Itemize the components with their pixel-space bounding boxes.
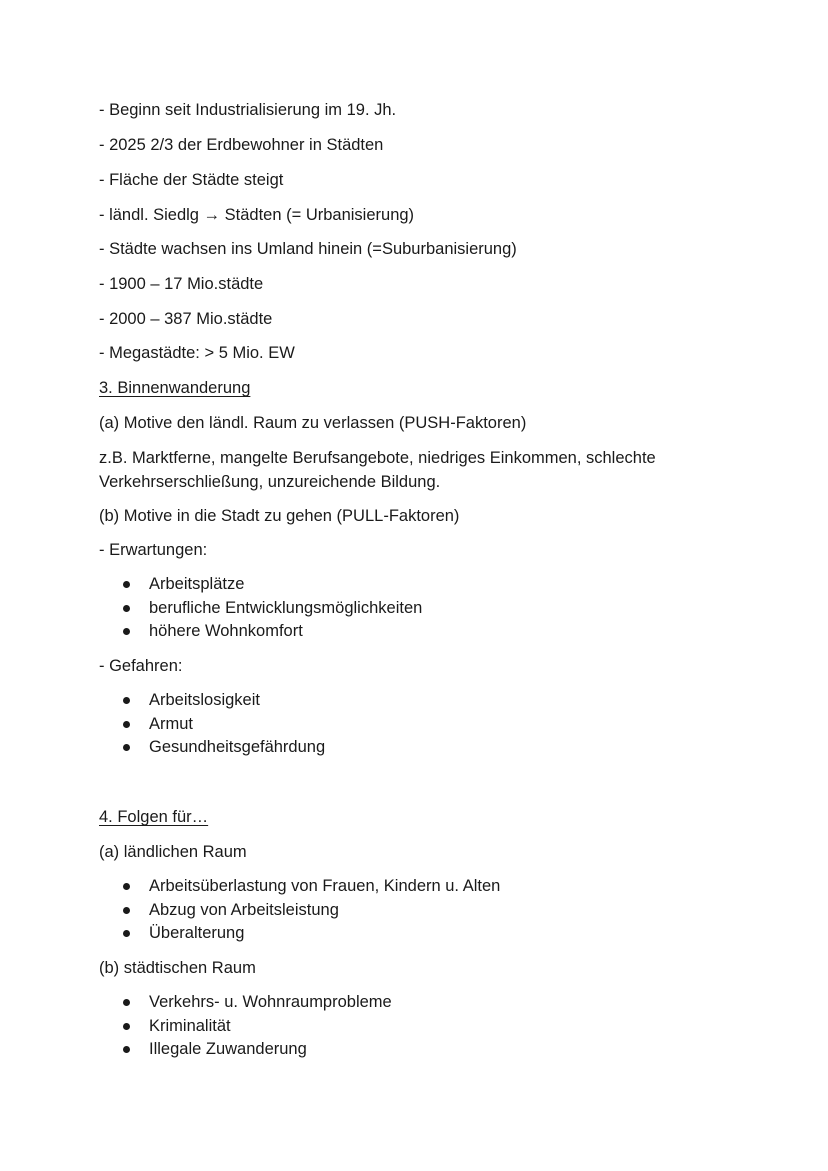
fact-line: - Megastädte: > 5 Mio. EW (99, 344, 295, 362)
list-item: Arbeitslosigkeit (99, 689, 325, 713)
list-item: höhere Wohnkomfort (99, 620, 422, 644)
list-item: Verkehrs- u. Wohnraumprobleme (99, 991, 392, 1015)
list-item: berufliche Entwicklungsmöglichkeiten (99, 597, 422, 621)
bullet-icon (123, 1046, 130, 1053)
pull-factors-title: (b) Motive in die Stadt zu gehen (PULL-Faktoren) (99, 507, 460, 525)
bullet-icon (123, 721, 130, 728)
push-factors-title: (a) Motive den ländl. Raum zu verlassen (PUSH-Faktoren) (99, 414, 527, 432)
expectations-list (99, 573, 422, 644)
fact-line: - 2025 2/3 der Erdbewohner in Städten (99, 136, 384, 154)
rural-consequences-list (99, 875, 500, 946)
urban-consequences-title: (b) städtischen Raum (99, 959, 256, 977)
section-4-heading: 4. Folgen für… (99, 808, 209, 826)
expectations-label: - Erwartungen: (99, 541, 208, 559)
section-3-heading: 3. Binnenwanderung (99, 379, 251, 397)
fact-line: - Städte wachsen ins Umland hinein (=Suburbanisierung) (99, 240, 517, 258)
bullet-icon (123, 581, 130, 588)
fact-line: - ländl. Siedlg → Städten (= Urbanisierung) (99, 206, 415, 224)
fact-line: - 1900 – 17 Mio.städte (99, 275, 264, 293)
list-item: Illegale Zuwanderung (99, 1038, 392, 1062)
fact-line: - Fläche der Städte steigt (99, 171, 284, 189)
bullet-icon (123, 883, 130, 890)
bullet-icon (123, 697, 130, 704)
list-item: Arbeitsüberlastung von Frauen, Kindern u. Alten (99, 875, 500, 899)
bullet-icon (123, 999, 130, 1006)
dangers-list (99, 689, 325, 760)
fact-line: - 2000 – 387 Mio.städte (99, 310, 273, 328)
urban-consequences-list (99, 991, 392, 1062)
list-item: Abzug von Arbeitsleistung (99, 899, 500, 923)
dangers-label: - Gefahren: (99, 657, 183, 675)
bullet-icon (123, 744, 130, 751)
list-item: Arbeitsplätze (99, 573, 422, 597)
bullet-icon (123, 1023, 130, 1030)
list-item: Kriminalität (99, 1015, 392, 1039)
list-item: Gesundheitsgefährdung (99, 736, 325, 760)
bullet-icon (123, 628, 130, 635)
list-item: Armut (99, 713, 325, 737)
rural-consequences-title: (a) ländlichen Raum (99, 843, 247, 861)
bullet-icon (123, 907, 130, 914)
list-item: Überalterung (99, 922, 500, 946)
bullet-icon (123, 605, 130, 612)
push-factors-text: z.B. Marktferne, mangelte Berufsangebote, niedriges Einkommen, schlechte Verkehrserschließung, unzureichende Bildung. (99, 449, 656, 491)
bullet-icon (123, 930, 130, 937)
fact-line: - Beginn seit Industrialisierung im 19. Jh. (99, 101, 397, 119)
